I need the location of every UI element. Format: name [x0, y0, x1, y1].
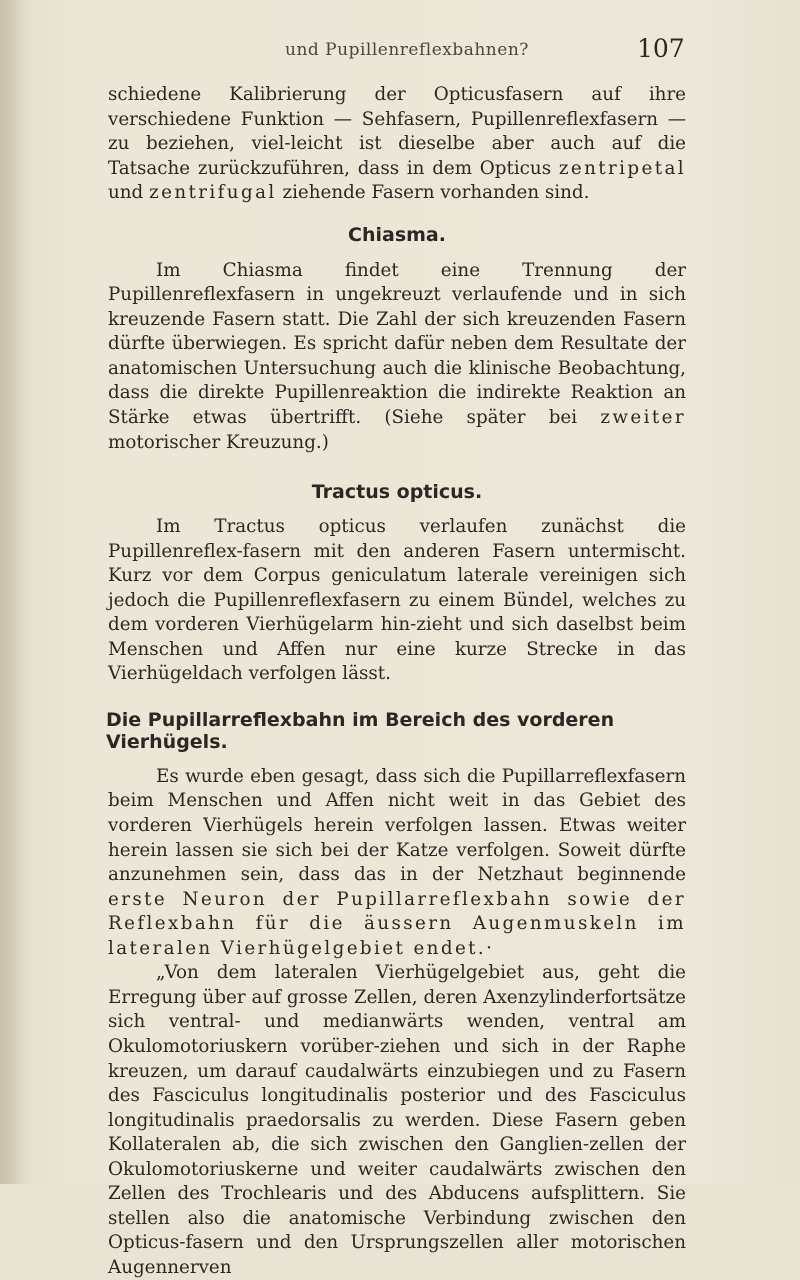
pupillar-paragraph-1	[108, 765, 686, 961]
intro-text: schiedene Kalibrierung der Opticusfasern auf ihre verschiedene Funktion — Sehfasern, Pupillenreflexfasern — zu beziehen, viel-leicht ist dieselbe aber auch auf die Tatsache zurückzuführen, dass in dem Opticus	[108, 84, 686, 179]
pupillar-emphasis: erste Neuron der Pupillarreflexbahn sowie der Reflexbahn für die äussern Augenmuskeln im lateralen Vierhügelgebiet endet.	[108, 888, 686, 959]
pupillar-mark: ·	[486, 937, 492, 959]
running-title: und Pupillenreflexbahnen?	[285, 40, 529, 60]
tractus-paragraph: Im Tractus opticus verlaufen zunächst die Pupillenreflex-fasern mit den anderen Fasern untermischt. Kurz vor dem Corpus geniculatum laterale vereinigen sich jedoch die Pupillenreflexfasern zu einem Bündel, welches zu dem vorderen Vierhügelarm hin-zieht und sich daselbst beim Menschen und Affen nur eine kurze Strecke in das Vierhügeldach verfolgen lässt.	[108, 516, 686, 685]
intro-paragraph	[108, 83, 686, 206]
heading-tractus: Tractus opticus.	[311, 481, 483, 504]
intro-ending: ziehende Fasern vorhanden sind.	[282, 182, 590, 204]
intro-emphasis-2: zentrifugal	[149, 182, 277, 204]
pupillar-text: Es wurde eben gesagt, dass sich die Pupillarreflexfasern beim Menschen und Affen nicht weit in das Gebiet des vorderen Vierhügels herein verfolgen lassen. Etwas weiter herein lassen sie sich bei der Katze verfolgen. Soweit dürfte anzunehmen sein, dass das in der Netzhaut beginnende	[108, 765, 686, 886]
heading-chiasma: Chiasma.	[348, 223, 446, 246]
text-block	[108, 83, 686, 1280]
intro-emphasis-1: zentripetal	[558, 157, 686, 179]
chiasma-ending: motorischer Kreuzung.)	[108, 431, 329, 453]
chiasma-paragraph	[108, 259, 686, 455]
pupillar-paragraph-2: „Von dem lateralen Vierhügelgebiet aus, geht die Erregung über auf grosse Zellen, deren Axenzylinderfortsätze sich ventral- und medianwärts wenden, ventral am Okulomotoriuskern vorüber-ziehen und sich in der Raphe kreuzen, um darauf caudalwärts einzubiegen und zu Fasern des Fasciculus longitudinalis posterior und des Fasciculus longitudinalis praedorsalis zu werden. Diese Fasern geben Kollateralen ab, die sich zwischen den Ganglien-zellen der Okulomotoriuskerne und weiter caudalwärts zwischen den Zellen des Trochlearis und des Abducens aufsplittern. Sie stellen also die anatomische Verbindung zwischen den Opticus-fasern und den Ursprungszellen aller motorischen Augennerven	[108, 962, 686, 1278]
page-number: 107	[637, 34, 685, 63]
heading-pupillarreflexbahn: Die Pupillarreflexbahn im Bereich des vorderen Vierhügels.	[106, 708, 615, 753]
intro-connector: und	[108, 182, 144, 204]
chiasma-emphasis: zweiter	[600, 407, 686, 429]
gutter-shadow	[0, 0, 26, 1184]
running-head	[0, 34, 800, 70]
chiasma-text: Im Chiasma findet eine Trennung der Pupillenreflexfasern in ungekreuzt verlaufende und in sich kreuzende Fasern statt. Die Zahl der sich kreuzenden Fasern dürfte überwiegen. Es spricht dafür neben dem Resultate der anatomischen Untersuchung auch die klinische Beobachtung, dass die direkte Pupillenreaktion die indirekte Reaktion an Stärke etwas übertrifft. (Siehe später bei	[108, 259, 686, 429]
